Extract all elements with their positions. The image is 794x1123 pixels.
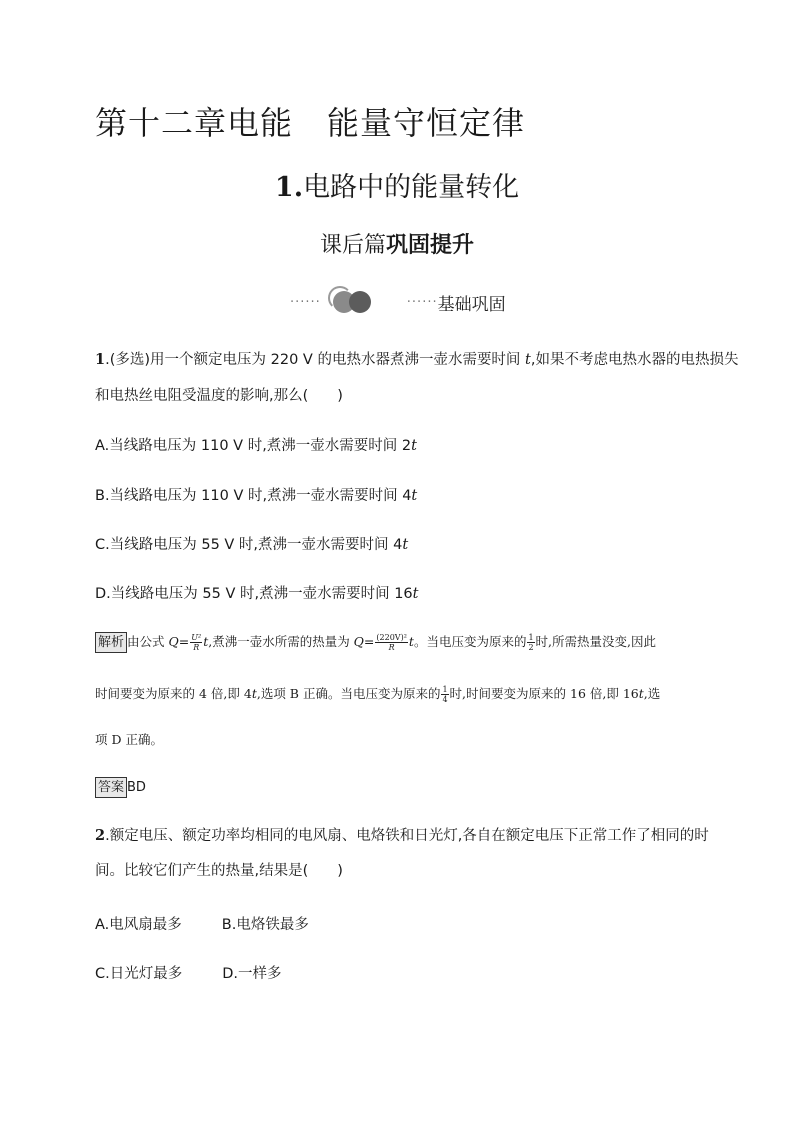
- analysis-tag: 解析: [95, 632, 127, 653]
- q1-analysis-line3: 项 D 正确。: [95, 732, 163, 747]
- fraction-220v-over-r: [375, 633, 408, 652]
- section-title-text: 电路中的能量转化: [303, 172, 520, 203]
- analysis-text: ,煮沸一壶水所需的热量为: [208, 634, 354, 649]
- level-badge: [290, 288, 506, 316]
- q1-text-b: ,如果不考虑电热水器的电热损失: [530, 352, 739, 368]
- q2-option-a[interactable]: A.电风扇最多: [95, 917, 182, 933]
- analysis-var-q: Q: [168, 634, 179, 649]
- answer-tag: 答案: [95, 777, 127, 798]
- analysis-var-t: t: [638, 686, 644, 701]
- fraction-one-quarter: [441, 685, 448, 704]
- fraction-bottom: R: [388, 643, 395, 652]
- level-circles-icon: [331, 289, 377, 315]
- analysis-var-t: t: [203, 634, 209, 649]
- fraction-one-half: [527, 633, 534, 652]
- level-dots-right: ······: [406, 294, 438, 310]
- q1-option-b[interactable]: [95, 484, 417, 505]
- q1-var-t: t: [525, 352, 531, 368]
- analysis-text: 。当电压变为原来的: [413, 634, 527, 649]
- q2-number: 2: [95, 827, 106, 844]
- option-var: t: [412, 586, 419, 602]
- analysis-text: ,选项 B 正确。当电压变为原来的: [256, 686, 441, 701]
- fraction-bottom: R: [193, 643, 200, 652]
- analysis-var-t: t: [408, 634, 414, 649]
- q1-option-d[interactable]: [95, 582, 418, 603]
- fraction-top: 1: [528, 633, 534, 642]
- q1-option-c[interactable]: [95, 533, 408, 554]
- analysis-text: 时,所需热量没变,因此: [535, 634, 656, 649]
- option-var: t: [411, 438, 417, 454]
- option-text: C.当线路电压为 55 V 时,煮沸一壶水需要时间 4: [95, 537, 403, 553]
- q2-line1: [95, 826, 709, 846]
- fraction-u2-over-r: [190, 633, 202, 652]
- subtitle-plain: 课后篇: [319, 233, 386, 258]
- analysis-text: 时,时间要变为原来的 16 倍,即 16: [449, 686, 639, 701]
- q2-text: .额定电压、额定功率均相同的电风扇、电烙铁和日光灯,各自在额定电压下正常工作了相同的时: [105, 828, 709, 844]
- subtitle: [0, 228, 794, 259]
- fraction-bottom: 2: [528, 643, 534, 652]
- q1-option-a[interactable]: [95, 434, 417, 455]
- circle-right-icon: [349, 291, 371, 313]
- level-label: 基础巩固: [437, 294, 506, 315]
- level-dots-left: ······: [290, 294, 321, 310]
- q2-option-b[interactable]: B.电烙铁最多: [221, 917, 309, 933]
- answer-value: BD: [127, 780, 146, 795]
- fraction-bottom: 4: [442, 695, 448, 704]
- q2-options-row1: [95, 913, 309, 934]
- q2-line2: 间。比较它们产生的热量,结果是( ): [95, 863, 343, 879]
- q1-text-a: .(多选)用一个额定电压为 220 V 的电热水器煮沸一壶水需要时间: [105, 352, 526, 368]
- analysis-text: 时间要变为原来的 4 倍,即 4: [95, 686, 252, 701]
- analysis-text: 由公式: [127, 634, 169, 649]
- section-title: [0, 165, 794, 204]
- q2-options-row2: [95, 962, 282, 983]
- chapter-title: [95, 98, 525, 144]
- q2-option-c[interactable]: C.日光灯最多: [95, 966, 183, 982]
- q1-analysis-line1: [95, 632, 656, 653]
- option-var: t: [411, 488, 418, 504]
- q1-analysis-line2: [95, 684, 660, 704]
- subtitle-bold: 巩固提升: [386, 233, 475, 258]
- option-text: D.当线路电压为 55 V 时,煮沸一壶水需要时间 16: [95, 586, 413, 602]
- q1-line2: 和电热丝电阻受温度的影响,那么( ): [95, 388, 343, 404]
- q1-answer: [95, 777, 146, 798]
- q1-number: 1: [95, 351, 106, 368]
- arc-icon: [328, 286, 352, 310]
- fraction-top: (220V)²: [376, 633, 407, 642]
- analysis-var-q: Q: [353, 634, 364, 649]
- chapter-title-part-a: 第十二章电能: [95, 104, 294, 142]
- q1-line1: [95, 350, 738, 370]
- analysis-eq: =: [178, 634, 190, 649]
- option-text: A.当线路电压为 110 V 时,煮沸一壶水需要时间 2: [95, 438, 412, 454]
- chapter-title-part-b: 能量守恒定律: [327, 104, 526, 142]
- analysis-text: ,选: [643, 686, 661, 701]
- option-var: t: [402, 537, 409, 553]
- option-text: B.当线路电压为 110 V 时,煮沸一壶水需要时间 4: [95, 488, 412, 504]
- fraction-top: 1: [442, 685, 448, 694]
- analysis-eq: =: [363, 634, 375, 649]
- section-number: 1.: [274, 172, 304, 203]
- analysis-var-t: t: [251, 686, 257, 701]
- fraction-top: U²: [191, 633, 202, 642]
- q2-option-d[interactable]: D.一样多: [222, 966, 282, 982]
